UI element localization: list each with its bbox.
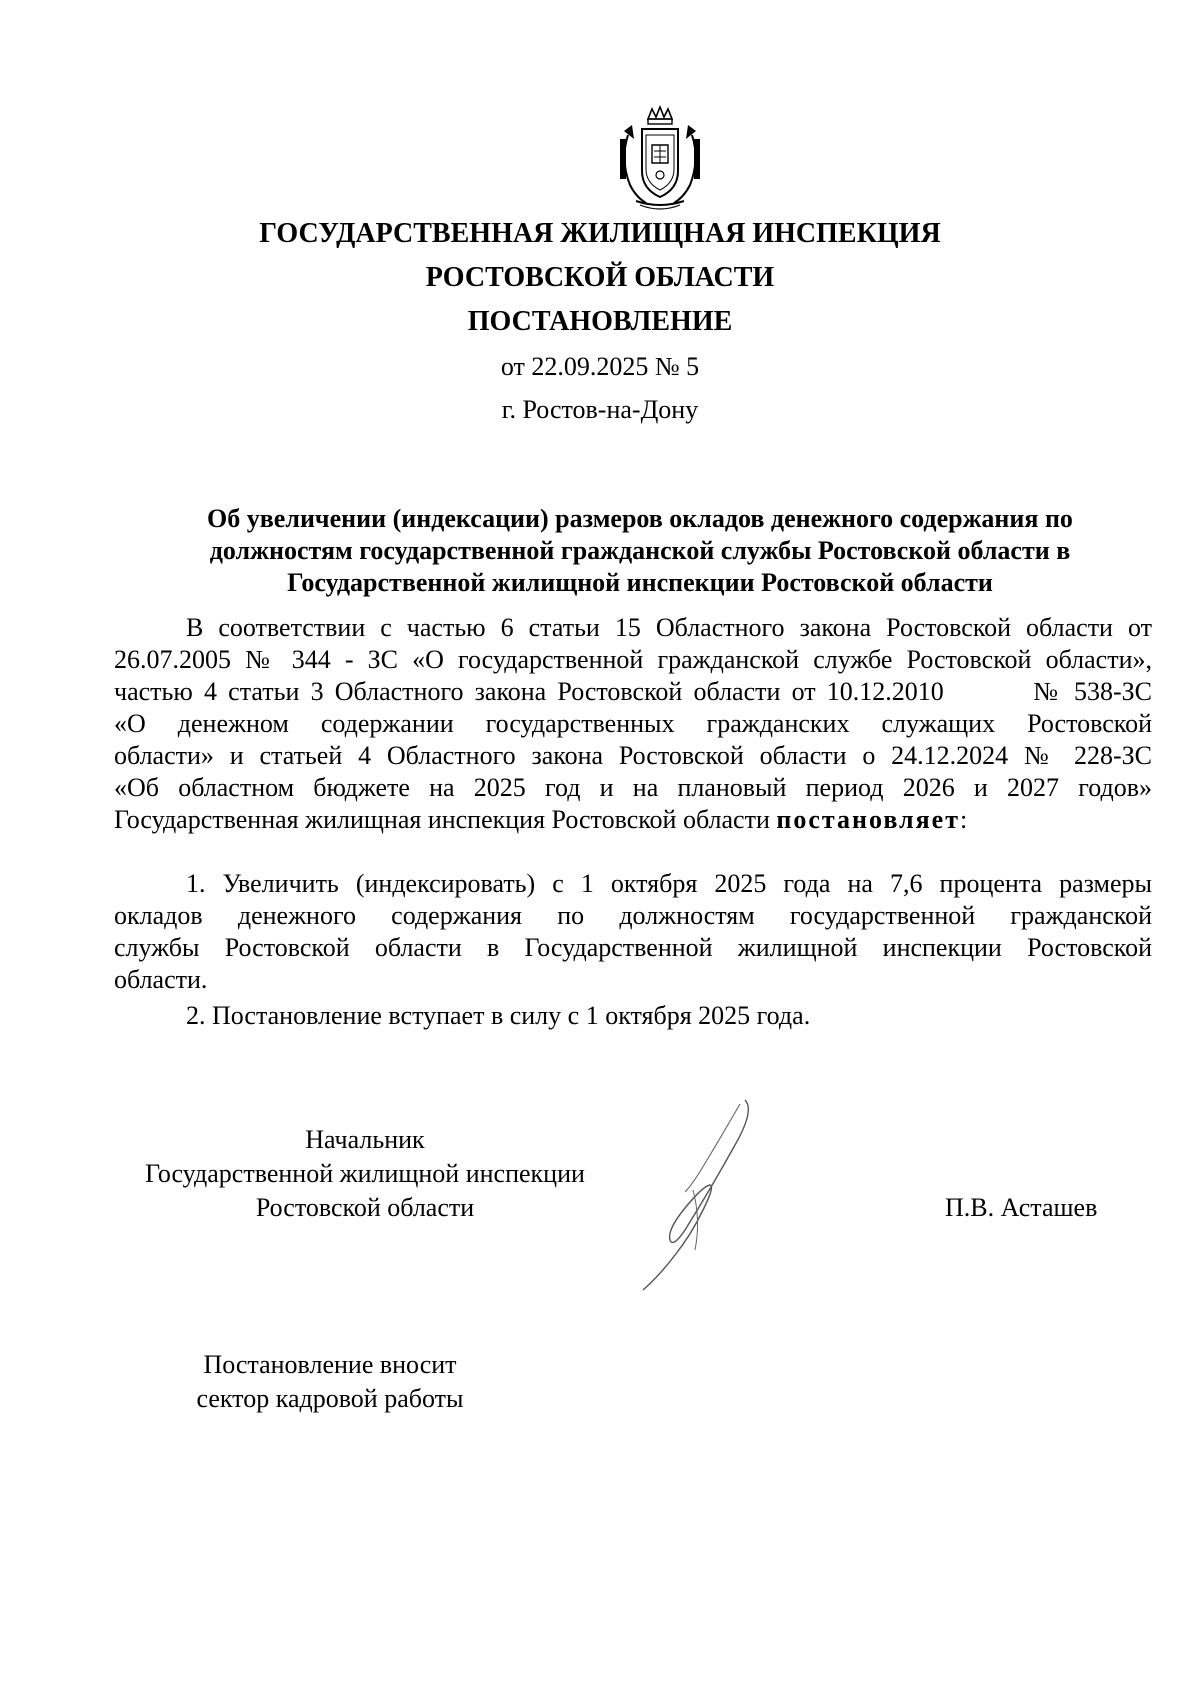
resolves-keyword: постановляет bbox=[776, 805, 960, 834]
document-city: г. Ростов-на-Дону bbox=[501, 395, 699, 424]
item-1-line: 1. Увеличить (индексировать) с 1 октября 2025 года на 7,6 процента размеры bbox=[186, 869, 1152, 898]
author-line: сектор кадровой работы bbox=[196, 1384, 464, 1413]
position-line: Государственной жилищной инспекции bbox=[145, 1159, 585, 1188]
title-line: должностям государственной гражданской службы Ростовской области в bbox=[209, 536, 1071, 565]
author-note bbox=[160, 1348, 500, 1416]
preamble-line7-end: : bbox=[960, 805, 968, 834]
coat-of-arms-icon bbox=[610, 105, 710, 215]
document-type: ПОСТАНОВЛЕНИЕ bbox=[467, 306, 733, 337]
position-line: Ростовской области bbox=[255, 1193, 475, 1222]
preamble-line: «О денежном содержании государственных гражданских служащих Ростовской bbox=[114, 709, 1152, 738]
signatory-position bbox=[115, 1123, 615, 1225]
title-line: Об увеличении (индексации) размеров окладов денежного содержания по bbox=[207, 504, 1073, 533]
author-line: Постановление вносит bbox=[203, 1350, 457, 1379]
preamble-last-line bbox=[114, 804, 1152, 836]
document-title bbox=[150, 503, 1130, 599]
item-1-line: области. bbox=[114, 965, 208, 994]
position-line: Начальник bbox=[305, 1125, 425, 1154]
item-1-paragraph bbox=[114, 868, 1152, 996]
handwritten-signature bbox=[615, 1090, 805, 1300]
item-2-paragraph bbox=[114, 1000, 1152, 1032]
document-date-number: от 22.09.2025 № 5 bbox=[500, 352, 700, 381]
item-1-line: окладов денежного содержания по должностям государственной гражданской bbox=[114, 901, 1152, 930]
signer-name: П.В. Асташев bbox=[945, 1193, 1098, 1222]
item-1-line: службы Ростовской области в Государственной жилищной инспекции Ростовской bbox=[114, 933, 1152, 962]
preamble-line: частью 4 статьи 3 Областного закона Ростовской области от 10.12.2010 № 538-ЗС bbox=[114, 677, 1152, 706]
item-2-line: 2. Постановление вступает в силу с 1 октября 2025 года. bbox=[186, 1001, 811, 1030]
title-line: Государственной жилищной инспекции Ростовской области bbox=[287, 568, 993, 597]
preamble-line: области» и статьей 4 Областного закона Ростовской области о 24.12.2024 № 228-ЗС bbox=[114, 741, 1152, 770]
organization-name-line1: ГОСУДАРСТВЕННАЯ ЖИЛИЩНАЯ ИНСПЕКЦИЯ bbox=[259, 218, 941, 249]
preamble-line7-start: Государственная жилищная инспекция Ростовской области bbox=[114, 805, 770, 834]
preamble-line: 26.07.2005 № 344 - ЗС «О государственной гражданской службе Ростовской области», bbox=[114, 645, 1152, 674]
preamble-line: В соответствии с частью 6 статьи 15 Областного закона Ростовской области от bbox=[186, 613, 1152, 642]
preamble-paragraph bbox=[114, 612, 1152, 836]
organization-name-line2: РОСТОВСКОЙ ОБЛАСТИ bbox=[425, 262, 775, 293]
preamble-line: «Об областном бюджете на 2025 год и на плановый период 2026 и 2027 годов» bbox=[114, 773, 1152, 802]
